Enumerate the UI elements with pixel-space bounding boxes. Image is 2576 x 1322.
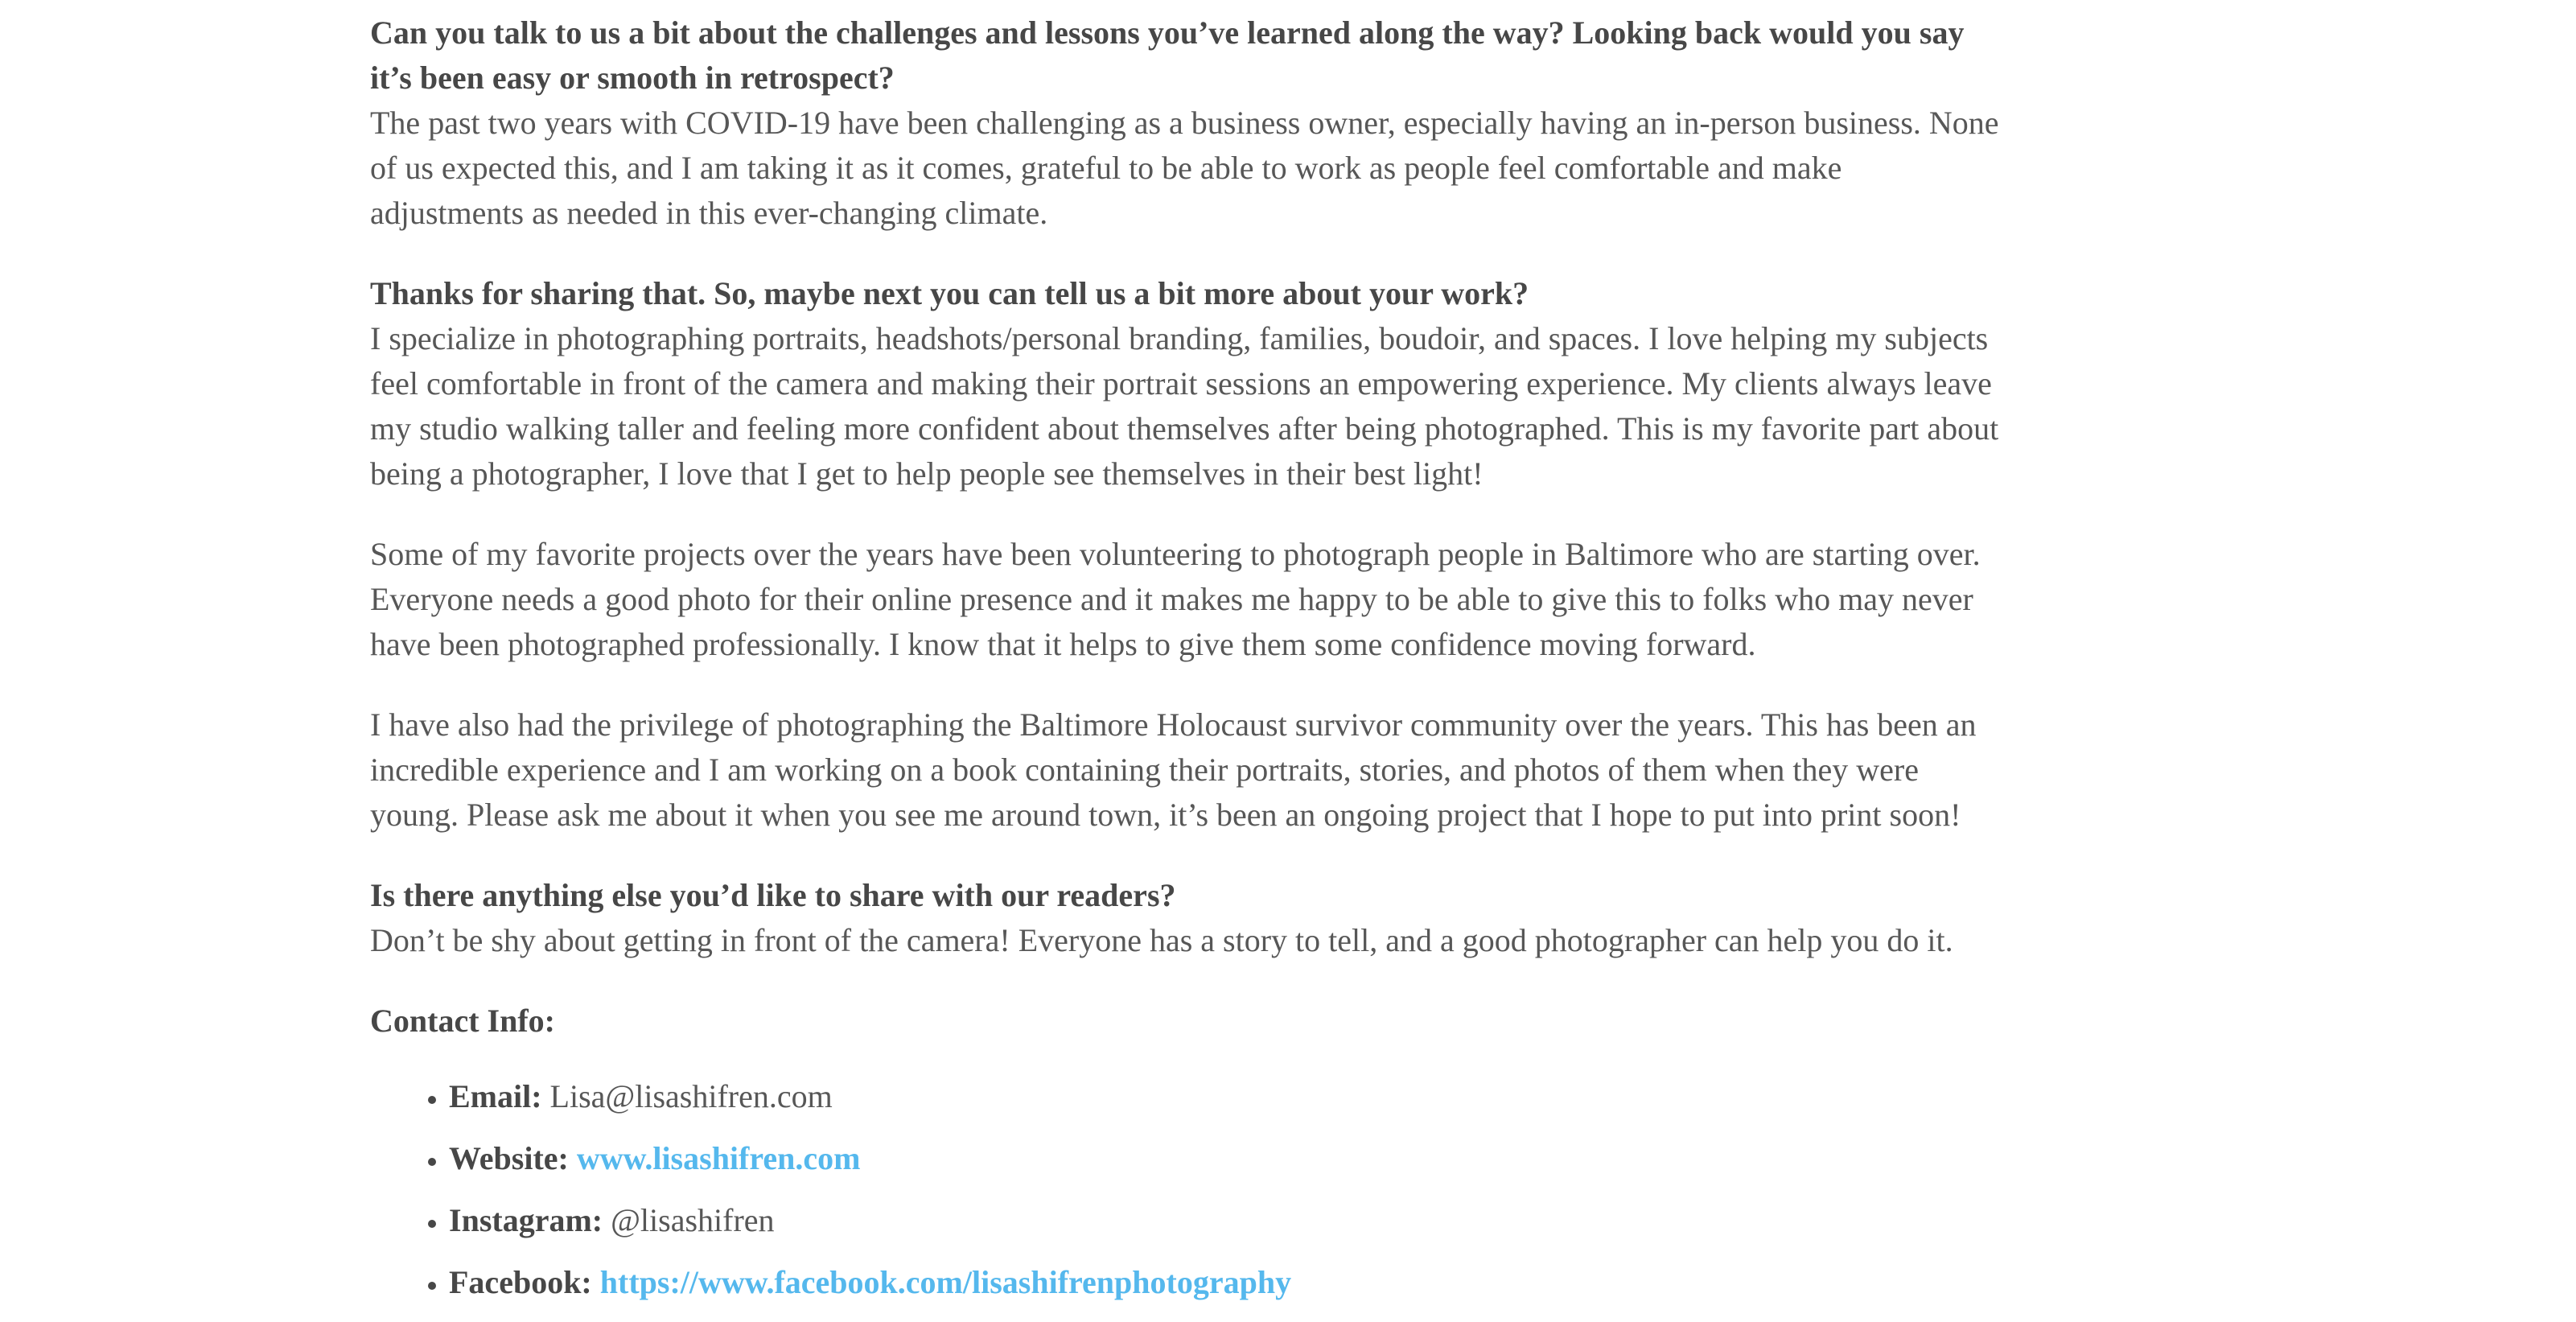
qa-block bbox=[370, 10, 2003, 236]
answer-text: Some of my favorite projects over the years have been volunteering to photograph people in Baltimore who are starting over. Everyone needs a good photo for their online presence and it makes me happy to be able to give this to folks who may never have been photographed professionally. I know that it helps to give them some confidence moving forward. bbox=[370, 536, 1981, 662]
contact-label: Instagram: bbox=[449, 1202, 603, 1238]
website-link[interactable]: www.lisashifren.com bbox=[576, 1140, 861, 1176]
contact-value-email: Lisa@lisashifren.com bbox=[549, 1078, 833, 1114]
answer-text: Don’t be shy about getting in front of the camera! Everyone has a story to tell, and a good photographer can help you do it. bbox=[370, 922, 1953, 958]
paragraph bbox=[370, 532, 2003, 667]
facebook-link[interactable]: https://www.facebook.com/lisashifrenphotography bbox=[599, 1264, 1292, 1300]
contact-list-item-instagram bbox=[449, 1198, 2003, 1243]
contact-list-item-website bbox=[449, 1136, 2003, 1181]
answer-text: I have also had the privilege of photographing the Baltimore Holocaust survivor community over the years. This has been an incredible experience and I am working on a book containing their portraits, stories, and photos of them when they were young. Please ask me about it when you see me around town, it’s been an ongoing project that I hope to put into print soon! bbox=[370, 706, 1977, 833]
answer-text: I specialize in photographing portraits, headshots/personal branding, families, boudoir, and spaces. I love helping my subjects feel comfortable in front of the camera and making their portrait sessions an empowering experience. My clients always leave my studio walking taller and feeling more confident about themselves after being photographed. This is my favorite part about being a photographer, I love that I get to help people see themselves in their best light! bbox=[370, 320, 1999, 492]
qa-block bbox=[370, 271, 2003, 496]
contact-label: Website: bbox=[449, 1140, 569, 1176]
contact-value-instagram: @lisashifren bbox=[611, 1202, 775, 1238]
question-text: Is there anything else you’d like to share with our readers? bbox=[370, 877, 1176, 913]
contact-label: Email: bbox=[449, 1078, 542, 1114]
contact-list bbox=[370, 1074, 2003, 1305]
paragraph bbox=[370, 702, 2003, 838]
contact-list-item-email bbox=[449, 1074, 2003, 1119]
question-text: Thanks for sharing that. So, maybe next you can tell us a bit more about your work? bbox=[370, 275, 1529, 311]
contact-info-heading: Contact Info: bbox=[370, 1003, 555, 1039]
contact-label: Facebook: bbox=[449, 1264, 592, 1300]
qa-block bbox=[370, 873, 2003, 963]
question-text: Can you talk to us a bit about the challenges and lessons you’ve learned along the way? Looking back would you say it’s been easy or smooth in retrospect? bbox=[370, 14, 1965, 96]
article-content bbox=[370, 0, 2003, 1322]
contact-list-item-facebook bbox=[449, 1260, 2003, 1305]
answer-text: The past two years with COVID-19 have been challenging as a business owner, especially having an in-person business. None of us expected this, and I am taking it as it comes, grateful to be able to work as people feel comfortable and make adjustments as needed in this ever-changing climate. bbox=[370, 105, 1999, 231]
